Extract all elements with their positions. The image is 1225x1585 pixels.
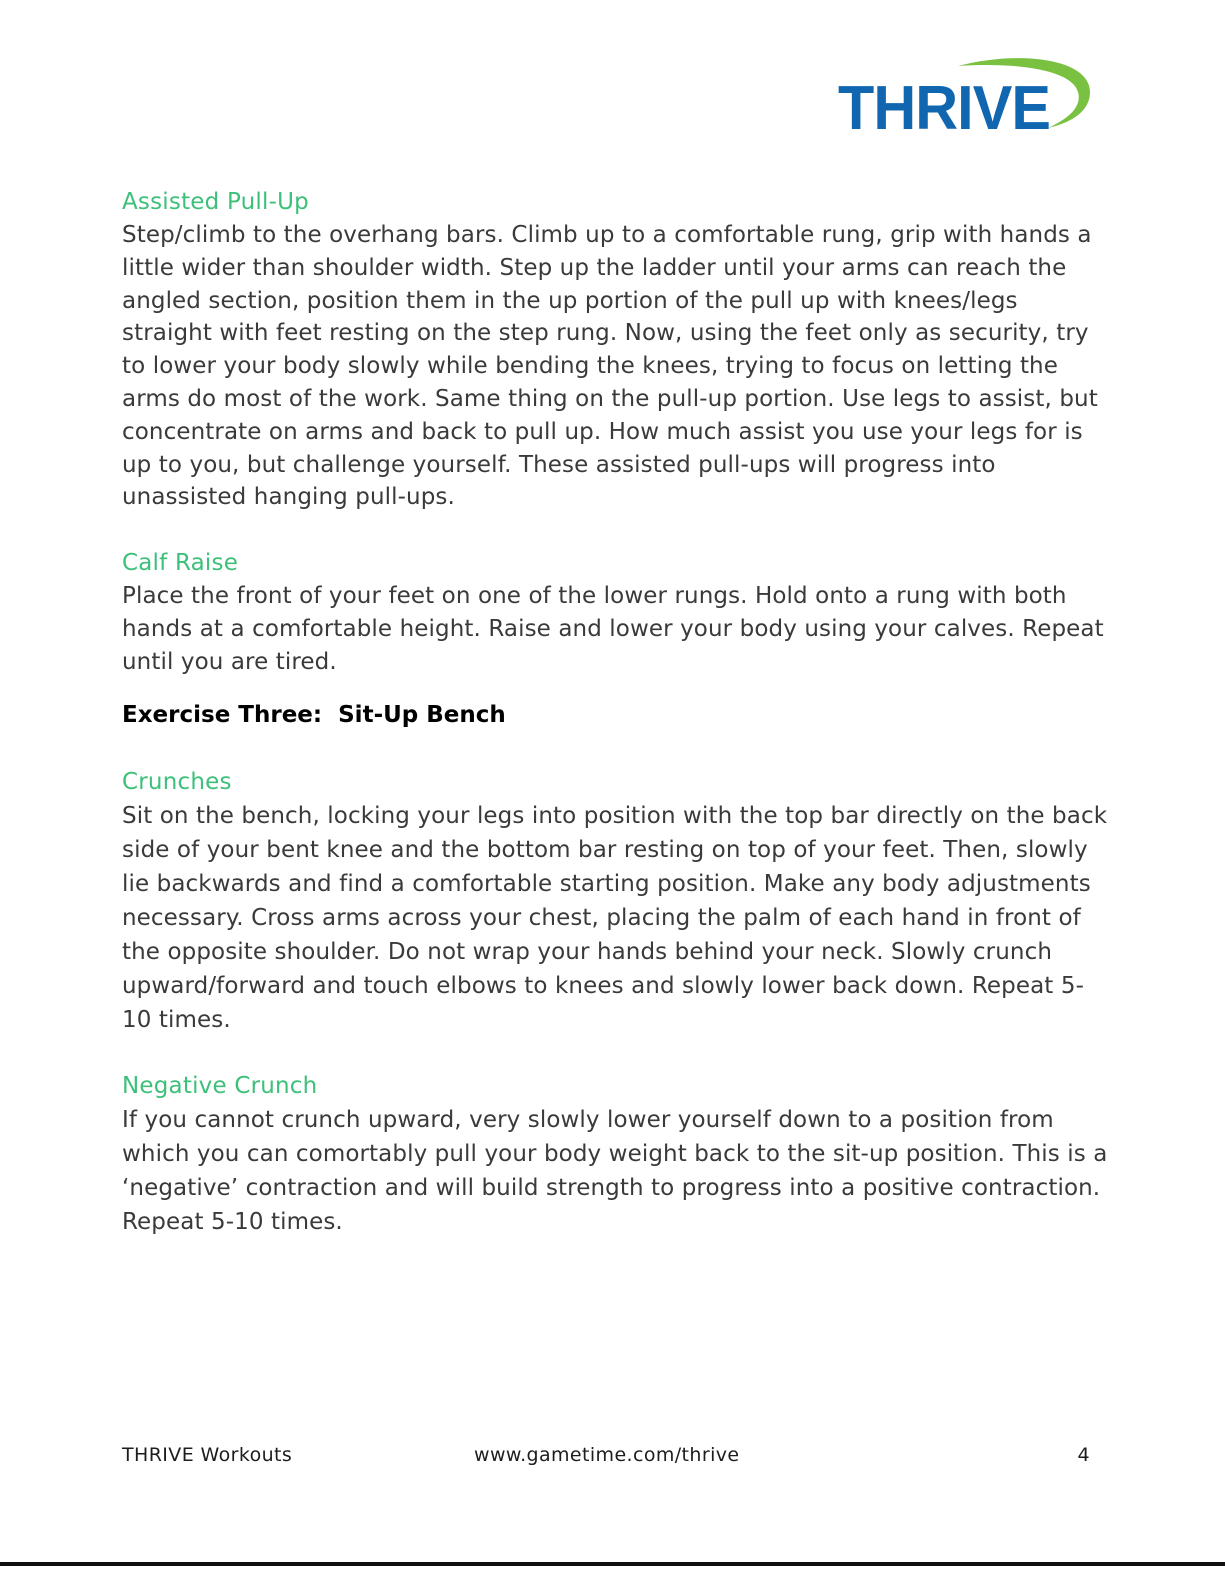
bottom-border xyxy=(0,1562,1225,1566)
logo-text: THRIVE xyxy=(838,74,1050,142)
page-content xyxy=(122,186,1112,1272)
footer-page-number: 4 xyxy=(1077,1444,1090,1466)
exercise-description: If you cannot crunch upward, very slowly lower yourself down to a position from which you can comortably pull your body weight back to the sit-up position. This is a ‘negative’ contraction and will build strength to progress into a positive contraction. Repeat 5-10 times. xyxy=(122,1106,1108,1235)
exercise-crunches xyxy=(122,766,1112,1037)
exercise-title: Assisted Pull-Up xyxy=(122,189,309,215)
exercise-calf-raise xyxy=(122,547,1112,678)
exercise-title: Crunches xyxy=(122,768,232,795)
thrive-logo xyxy=(838,52,1098,142)
exercise-title: Calf Raise xyxy=(122,550,239,577)
section-heading: Exercise Three: Sit-Up Bench xyxy=(122,701,506,728)
exercise-description: Sit on the bench, locking your legs into position with the top bar directly on the back side of your bent knee and the bottom bar resting on top of your feet. Then, slowly lie backwards and find a comfortable starting position. Make any body adjustments necessary. Cross arms across your chest, placing the palm of each hand in front of the opposite shoulder. Do not wrap your hands behind your neck. Slowly crunch upward/forward and touch elbows to knees and slowly lower back down. Repeat 5-10 times. xyxy=(122,802,1108,1033)
exercise-description: Step/climb to the overhang bars. Climb up to a comfortable rung, grip with hands a little wider than shoulder width. Step up the ladder until your arms can reach the angled section, position them in the up portion of the pull up with knees/legs straight with feet resting on the step rung. Now, using the feet only as security, try to lower your body slowly while bending the knees, trying to focus on letting the arms do most of the work. Same thing on the pull-up portion. Use legs to assist, but concentrate on arms and back to pull up. How much assist you use your legs for is up to you, but challenge yourself. These assisted pull-ups will progress into unassisted hanging pull-ups. xyxy=(122,222,1098,511)
footer-website-link[interactable]: www.gametime.com/thrive xyxy=(474,1444,740,1466)
exercise-negative-crunch xyxy=(122,1070,1112,1239)
footer-document-title: THRIVE Workouts xyxy=(122,1444,293,1466)
exercise-description: Place the front of your feet on one of the lower rungs. Hold onto a rung with both hands at a comfortable height. Raise and lower your body using your calves. Repeat until you are tired. xyxy=(122,583,1104,675)
exercise-title: Negative Crunch xyxy=(122,1072,318,1099)
exercise-assisted-pull-up xyxy=(122,186,1112,514)
page-footer xyxy=(122,1444,1090,1470)
